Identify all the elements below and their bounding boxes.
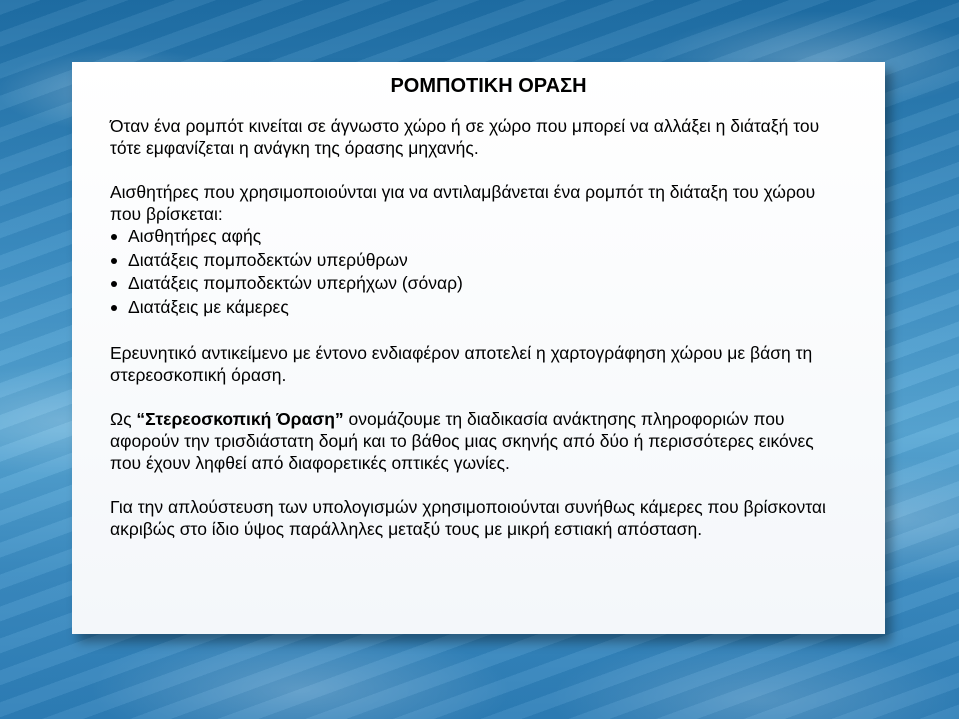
definition-term: “Στερεοσκοπική Όραση” [136, 409, 344, 429]
bullet-icon [111, 258, 117, 264]
slide-card [72, 62, 885, 634]
bullet-icon [111, 281, 117, 287]
definition-prefix: Ως [110, 409, 137, 429]
bullet-icon [111, 305, 117, 311]
list-item-label: Διατάξεις πομποδεκτών υπερήχων (σόναρ) [128, 273, 463, 293]
cameras-paragraph: Για την απλούστευση των υπολογισμών χρησιμοποιούνται συνήθως κάμερες που βρίσκονται ακριβώς στο ίδιο ύψος παράλληλες μεταξύ τους με μικρή εστιακή απόσταση. [110, 497, 826, 539]
research-paragraph: Ερευνητικό αντικείμενο με έντονο ενδιαφέρον αποτελεί η χαρτογράφηση χώρου με βάση τη στερεοσκοπική όραση. [110, 343, 813, 385]
intro-paragraph: Όταν ένα ρομπότ κινείται σε άγνωστο χώρο ή σε χώρο που μπορεί να αλλάξει η διάταξή του τότε εμφανίζεται η ανάγκη της όρασης μηχανής. [110, 116, 820, 158]
definition-text: ονομάζουμε τη διαδικασία ανάκτησης πληροφοριών που αφορούν την τρισδιάστατη δομή και το βάθος μιας σκηνής από δύο ή περισσότερες εικόνες που έχουν ληφθεί από διαφορετικές οπτικές γωνίες. [110, 409, 814, 473]
definition-paragraph [110, 408, 847, 474]
list-item-label: Αισθητήρες αφής [128, 226, 262, 246]
list-item-label: Διατάξεις με κάμερες [128, 296, 289, 317]
slide-title: ΡΟΜΠΟΤΙΚΗ ΟΡΑΣΗ [390, 75, 587, 97]
list-item [110, 225, 847, 249]
list-item-label: Διατάξεις πομποδεκτών υπερύθρων [128, 249, 408, 270]
sensors-list [110, 225, 847, 319]
list-item [110, 249, 847, 273]
list-item [110, 272, 847, 296]
sensors-intro-paragraph: Αισθητήρες που χρησιμοποιούνται για να αντιλαμβάνεται ένα ρομπότ τη διάταξη του χώρου που βρίσκεται: [110, 182, 816, 224]
list-item [110, 296, 847, 320]
bullet-icon [111, 234, 117, 240]
